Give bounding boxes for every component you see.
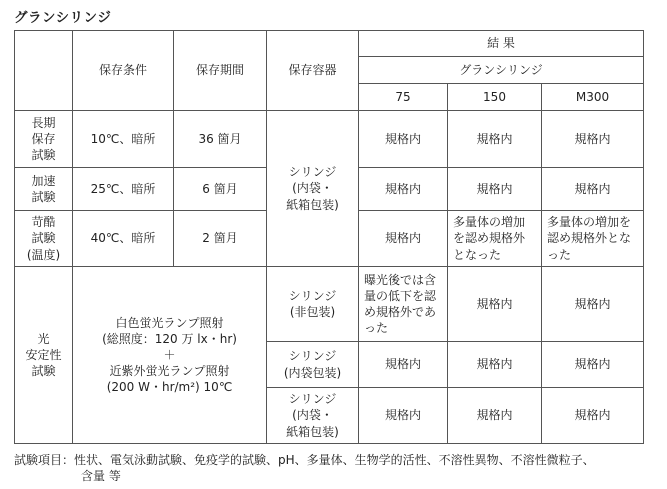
result-cell: 規格内 bbox=[542, 342, 644, 388]
container-cell: シリンジ (内袋・ 紙箱包装) bbox=[267, 388, 359, 444]
test-name-cell: 光 安定性 試験 bbox=[15, 267, 73, 444]
header-condition: 保存条件 bbox=[73, 31, 174, 111]
header-product: グランシリンジ bbox=[359, 57, 644, 84]
light-condition-cell: 白色蛍光ランプ照射 (総照度：120 万 lx・hr) ＋ 近紫外蛍光ランプ照射 (200 W・hr/m²) 10℃ bbox=[73, 267, 267, 444]
period-cell: 2 箇月 bbox=[174, 211, 267, 267]
result-cell: 規格内 bbox=[359, 211, 448, 267]
container-cell: シリンジ (内袋・ 紙箱包装) bbox=[267, 111, 359, 267]
header-container: 保存容器 bbox=[267, 31, 359, 111]
test-items-note bbox=[14, 452, 595, 484]
container-cell: シリンジ (内袋包装) bbox=[267, 342, 359, 388]
result-cell: 規格内 bbox=[542, 388, 644, 444]
result-cell: 多量体の増加を 認め規格外とな った bbox=[542, 211, 644, 267]
result-cell: 規格内 bbox=[542, 111, 644, 168]
result-cell: 規格内 bbox=[359, 111, 448, 168]
container-cell: シリンジ (非包装) bbox=[267, 267, 359, 342]
result-cell: 規格内 bbox=[448, 168, 542, 211]
header-results: 結 果 bbox=[359, 31, 644, 57]
period-cell: 6 箇月 bbox=[174, 168, 267, 211]
header-col-150: 150 bbox=[448, 84, 542, 111]
result-cell: 規格内 bbox=[542, 168, 644, 211]
result-cell: 規格内 bbox=[448, 111, 542, 168]
stability-table bbox=[14, 30, 644, 444]
result-cell: 規格内 bbox=[359, 342, 448, 388]
row-long-term bbox=[15, 111, 644, 168]
result-cell: 規格内 bbox=[359, 168, 448, 211]
header-period: 保存期間 bbox=[174, 31, 267, 111]
row-light-1 bbox=[15, 267, 644, 342]
condition-cell: 10℃、暗所 bbox=[73, 111, 174, 168]
result-cell: 曝光後では含 量の低下を認 め規格外であ った bbox=[359, 267, 448, 342]
blank-header-cell bbox=[15, 31, 73, 111]
page-title: グランシリンジ bbox=[14, 10, 112, 26]
test-name-cell: 苛酷 試験 (温度) bbox=[15, 211, 73, 267]
condition-cell: 25℃、暗所 bbox=[73, 168, 174, 211]
result-cell: 規格内 bbox=[359, 388, 448, 444]
test-items-line-1: 試験項目：性状、電気泳動試験、免疫学的試験、pH、多量体、生物学的活性、不溶性異物、不溶性微粒子、 bbox=[14, 453, 595, 467]
condition-cell: 40℃、暗所 bbox=[73, 211, 174, 267]
header-row-1 bbox=[15, 31, 644, 57]
result-cell: 規格内 bbox=[448, 267, 542, 342]
header-col-m300: M300 bbox=[542, 84, 644, 111]
result-cell: 多量体の増加 を認め規格外 となった bbox=[448, 211, 542, 267]
result-cell: 規格内 bbox=[448, 342, 542, 388]
test-items-line-2: 含量 等 bbox=[81, 469, 121, 483]
header-col-75: 75 bbox=[359, 84, 448, 111]
test-name-cell: 加速 試験 bbox=[15, 168, 73, 211]
result-cell: 規格内 bbox=[448, 388, 542, 444]
result-cell: 規格内 bbox=[542, 267, 644, 342]
period-cell: 36 箇月 bbox=[174, 111, 267, 168]
test-name-cell: 長期 保存 試験 bbox=[15, 111, 73, 168]
